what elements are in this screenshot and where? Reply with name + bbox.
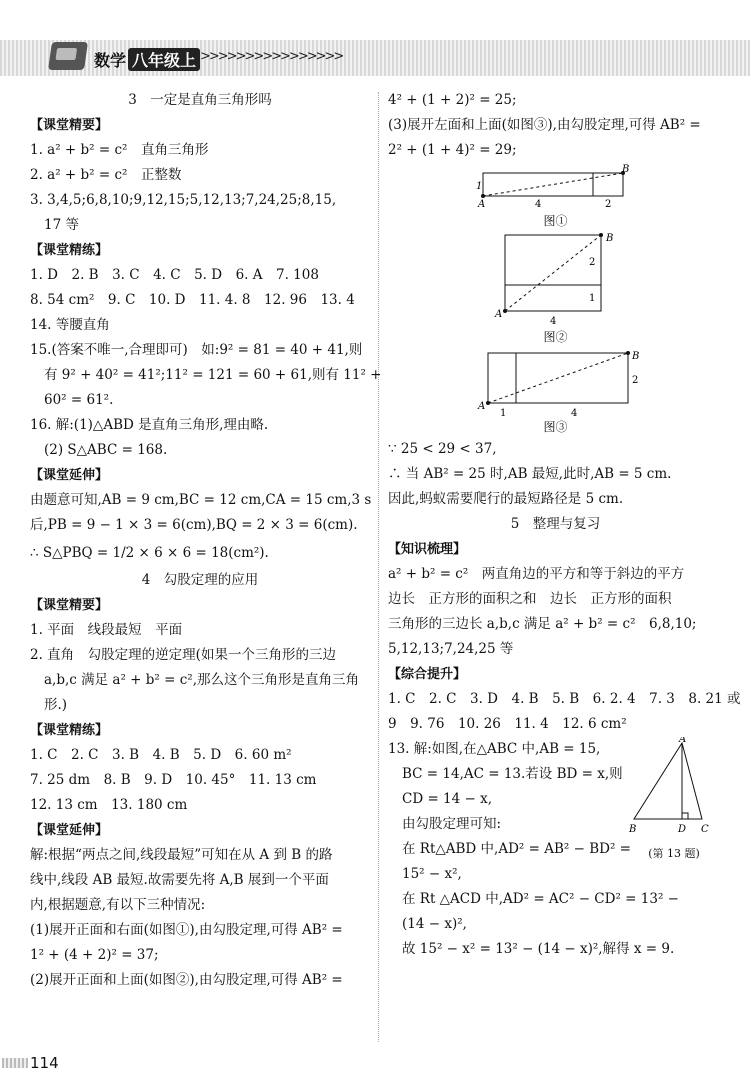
fig1-label-A: A <box>478 199 486 210</box>
answer-line: 在 Rt △ACD 中,AD² = AC² − CD² = 13² − <box>402 891 679 907</box>
answer-line: 2. 直角 勾股定理的逆定理(如果一个三角形的三边 <box>30 647 336 663</box>
answer-line: (2)展开正面和上面(如图②),由勾股定理,可得 AB² = <box>30 972 343 988</box>
answer-line: 2² + (1 + 4)² = 29; <box>388 142 517 158</box>
subject-label: 数学 <box>94 51 127 70</box>
answer-line: 7. 25 dm 8. B 9. D 10. 45° 11. 13 cm <box>30 772 317 788</box>
answer-line: 9 9. 76 10. 26 11. 4 12. 6 cm² <box>388 716 627 732</box>
answer-line: 4² + (1 + 2)² = 25; <box>388 92 517 108</box>
triangle-figure <box>626 737 722 862</box>
section-heading: 【知识梳理】 <box>388 542 467 557</box>
book-logo-icon <box>48 42 88 70</box>
answer-line: 12. 13 cm 13. 180 cm <box>30 797 188 813</box>
figure-1-caption: 图① <box>543 214 568 228</box>
answer-line: a² + b² = c² 两直角边的平方和等于斜边的平方 <box>388 566 685 582</box>
section-5-title: 5 整理与复习 <box>510 516 601 532</box>
section-3-title: 3 一定是直角三角形吗 <box>128 92 272 108</box>
answer-line: CD = 14 − x, <box>402 791 493 807</box>
answer-line: (1)展开正面和右面(如图①),由勾股定理,可得 AB² = <box>30 922 343 938</box>
answer-line: 1. a² + b² = c² 直角三角形 <box>30 142 209 158</box>
answer-line: ∴ 当 AB² = 25 时,AB 最短,此时,AB = 5 cm. <box>388 466 672 482</box>
answer-line: 17 等 <box>44 217 79 233</box>
fig2-label-4: 4 <box>550 316 557 327</box>
figure-3 <box>388 349 723 435</box>
section-heading: 【课堂精练】 <box>30 723 109 738</box>
chevron-decoration-icon: >>>>>>>>>>>>>>>> <box>200 49 343 64</box>
answer-line: 在 Rt△ABD 中,AD² = AB² − BD² = <box>402 841 631 857</box>
tri-label-B: B <box>629 824 637 835</box>
answer-line: 8. 54 cm² 9. C 10. D 11. 4. 8 12. 96 13. 4 <box>30 292 355 308</box>
answer-line: 14. 等腰直角 <box>30 317 110 333</box>
fig1-label-B: B <box>622 164 630 175</box>
answer-line: 1. C 2. C 3. B 4. B 5. D 6. 60 m² <box>30 747 292 763</box>
answer-line: ∴ S△PBQ = 1/2 × 6 × 6 = 18(cm²). <box>30 545 269 561</box>
figure-2 <box>388 233 723 345</box>
fig3-label-2: 2 <box>632 375 639 386</box>
section-heading: 【综合提升】 <box>388 667 467 682</box>
fig2-label-A: A <box>495 309 503 320</box>
answer-line: 三角形的三边长 a,b,c 满足 a² + b² = c² 6,8,10; <box>388 616 697 632</box>
answer-line: 3. 3,4,5;6,8,10;9,12,15;5,12,13;7,24,25;8,15, <box>30 192 337 208</box>
section-heading: 【课堂延伸】 <box>30 468 109 483</box>
figure-1 <box>388 163 723 229</box>
answer-line: 形.) <box>44 697 68 713</box>
answer-line: 13. 解:如图,在△ABC 中,AB = 15, <box>388 741 601 757</box>
figure-2-caption: 图② <box>543 330 568 344</box>
answer-line: 后,PB = 9 − 1 × 3 = 6(cm),BQ = 2 × 3 = 6(cm). <box>30 517 358 533</box>
answer-line: (14 − x)², <box>402 916 467 932</box>
header-title <box>94 48 200 71</box>
fig3-label-A: A <box>478 401 486 412</box>
answer-line: (3)展开左面和上面(如图③),由勾股定理,可得 AB² = <box>388 117 701 133</box>
column-divider <box>378 92 380 1042</box>
answer-line: (2) S△ABC = 168. <box>44 442 168 458</box>
answer-line: 15.(答案不唯一,合理即可) 如:9² = 81 = 40 + 41,则 <box>30 342 363 358</box>
answer-line: 1. C 2. C 3. D 4. B 5. B 6. 2. 4 7. 3 8. 21 或 <box>388 691 741 707</box>
tri-label-D: D <box>678 824 687 835</box>
right-column <box>388 88 741 962</box>
answer-line: a,b,c 满足 a² + b² = c²,那么这个三角形是直角三角 <box>44 672 359 688</box>
tri-label-C: C <box>701 824 709 835</box>
answer-line: 由题意可知,AB = 9 cm,BC = 12 cm,CA = 15 cm,3 s <box>30 492 372 508</box>
answer-line: 内,根据题意,有以下三种情况: <box>30 897 206 913</box>
fig2-label-B: B <box>606 233 614 244</box>
answer-line: BC = 14,AC = 13.若设 BD = x,则 <box>402 766 623 782</box>
fig3-label-1: 1 <box>500 408 507 419</box>
answer-line: 因此,蚂蚁需要爬行的最短路径是 5 cm. <box>388 491 624 507</box>
fig2-label-1: 1 <box>589 293 596 304</box>
grade-tag: 八年级上 <box>128 48 200 71</box>
page-number: 114 <box>30 1054 59 1072</box>
section-heading: 【课堂延伸】 <box>30 823 109 838</box>
answer-line: 16. 解:(1)△ABD 是直角三角形,理由略. <box>30 417 269 433</box>
section-heading: 【课堂精要】 <box>30 598 109 613</box>
answer-line: 解:根据“两点之间,线段最短”可知在从 A 到 B 的路 <box>30 847 333 863</box>
figure-3-caption: 图③ <box>543 420 568 434</box>
answer-line: 15² − x², <box>402 866 462 882</box>
left-column <box>30 88 382 993</box>
answer-line: 边长 正方形的面积之和 边长 正方形的面积 <box>388 591 672 607</box>
section-heading: 【课堂精要】 <box>30 118 109 133</box>
answer-line: 故 15² − x² = 13² − (14 − x)²,解得 x = 9. <box>402 941 675 957</box>
answer-line: 2. a² + b² = c² 正整数 <box>30 167 182 183</box>
section-heading: 【课堂精练】 <box>30 243 109 258</box>
page-mark-decoration <box>2 1058 28 1068</box>
answer-line: 由勾股定理可知: <box>402 816 502 832</box>
answer-line: 1. 平面 线段最短 平面 <box>30 622 183 638</box>
fig3-label-4: 4 <box>571 408 578 419</box>
answer-line: 1. D 2. B 3. C 4. C 5. D 6. A 7. 108 <box>30 267 319 283</box>
tri-label-A: A <box>679 737 687 745</box>
fig1-label-2: 2 <box>605 199 612 210</box>
answer-line: 5,12,13;7,24,25 等 <box>388 641 514 657</box>
problem-13-block <box>388 737 723 962</box>
answer-line: 有 9² + 40² = 41²;11² = 121 = 60 + 61,则有 11² + <box>44 367 382 383</box>
answer-line: 60² = 61². <box>44 392 114 408</box>
answer-line: 1² + (4 + 2)² = 37; <box>30 947 159 963</box>
answer-line: 线中,线段 AB 最短.故需要先将 A,B 展到一个平面 <box>30 872 329 888</box>
fig3-label-B: B <box>632 351 640 362</box>
fig1-label-1: 1 <box>476 181 483 192</box>
answer-line: ∵ 25 < 29 < 37, <box>388 441 497 457</box>
fig1-label-4: 4 <box>535 199 542 210</box>
triangle-caption: (第 13 题) <box>648 847 700 860</box>
fig2-label-2: 2 <box>589 257 596 268</box>
section-4-title: 4 勾股定理的应用 <box>141 572 259 588</box>
